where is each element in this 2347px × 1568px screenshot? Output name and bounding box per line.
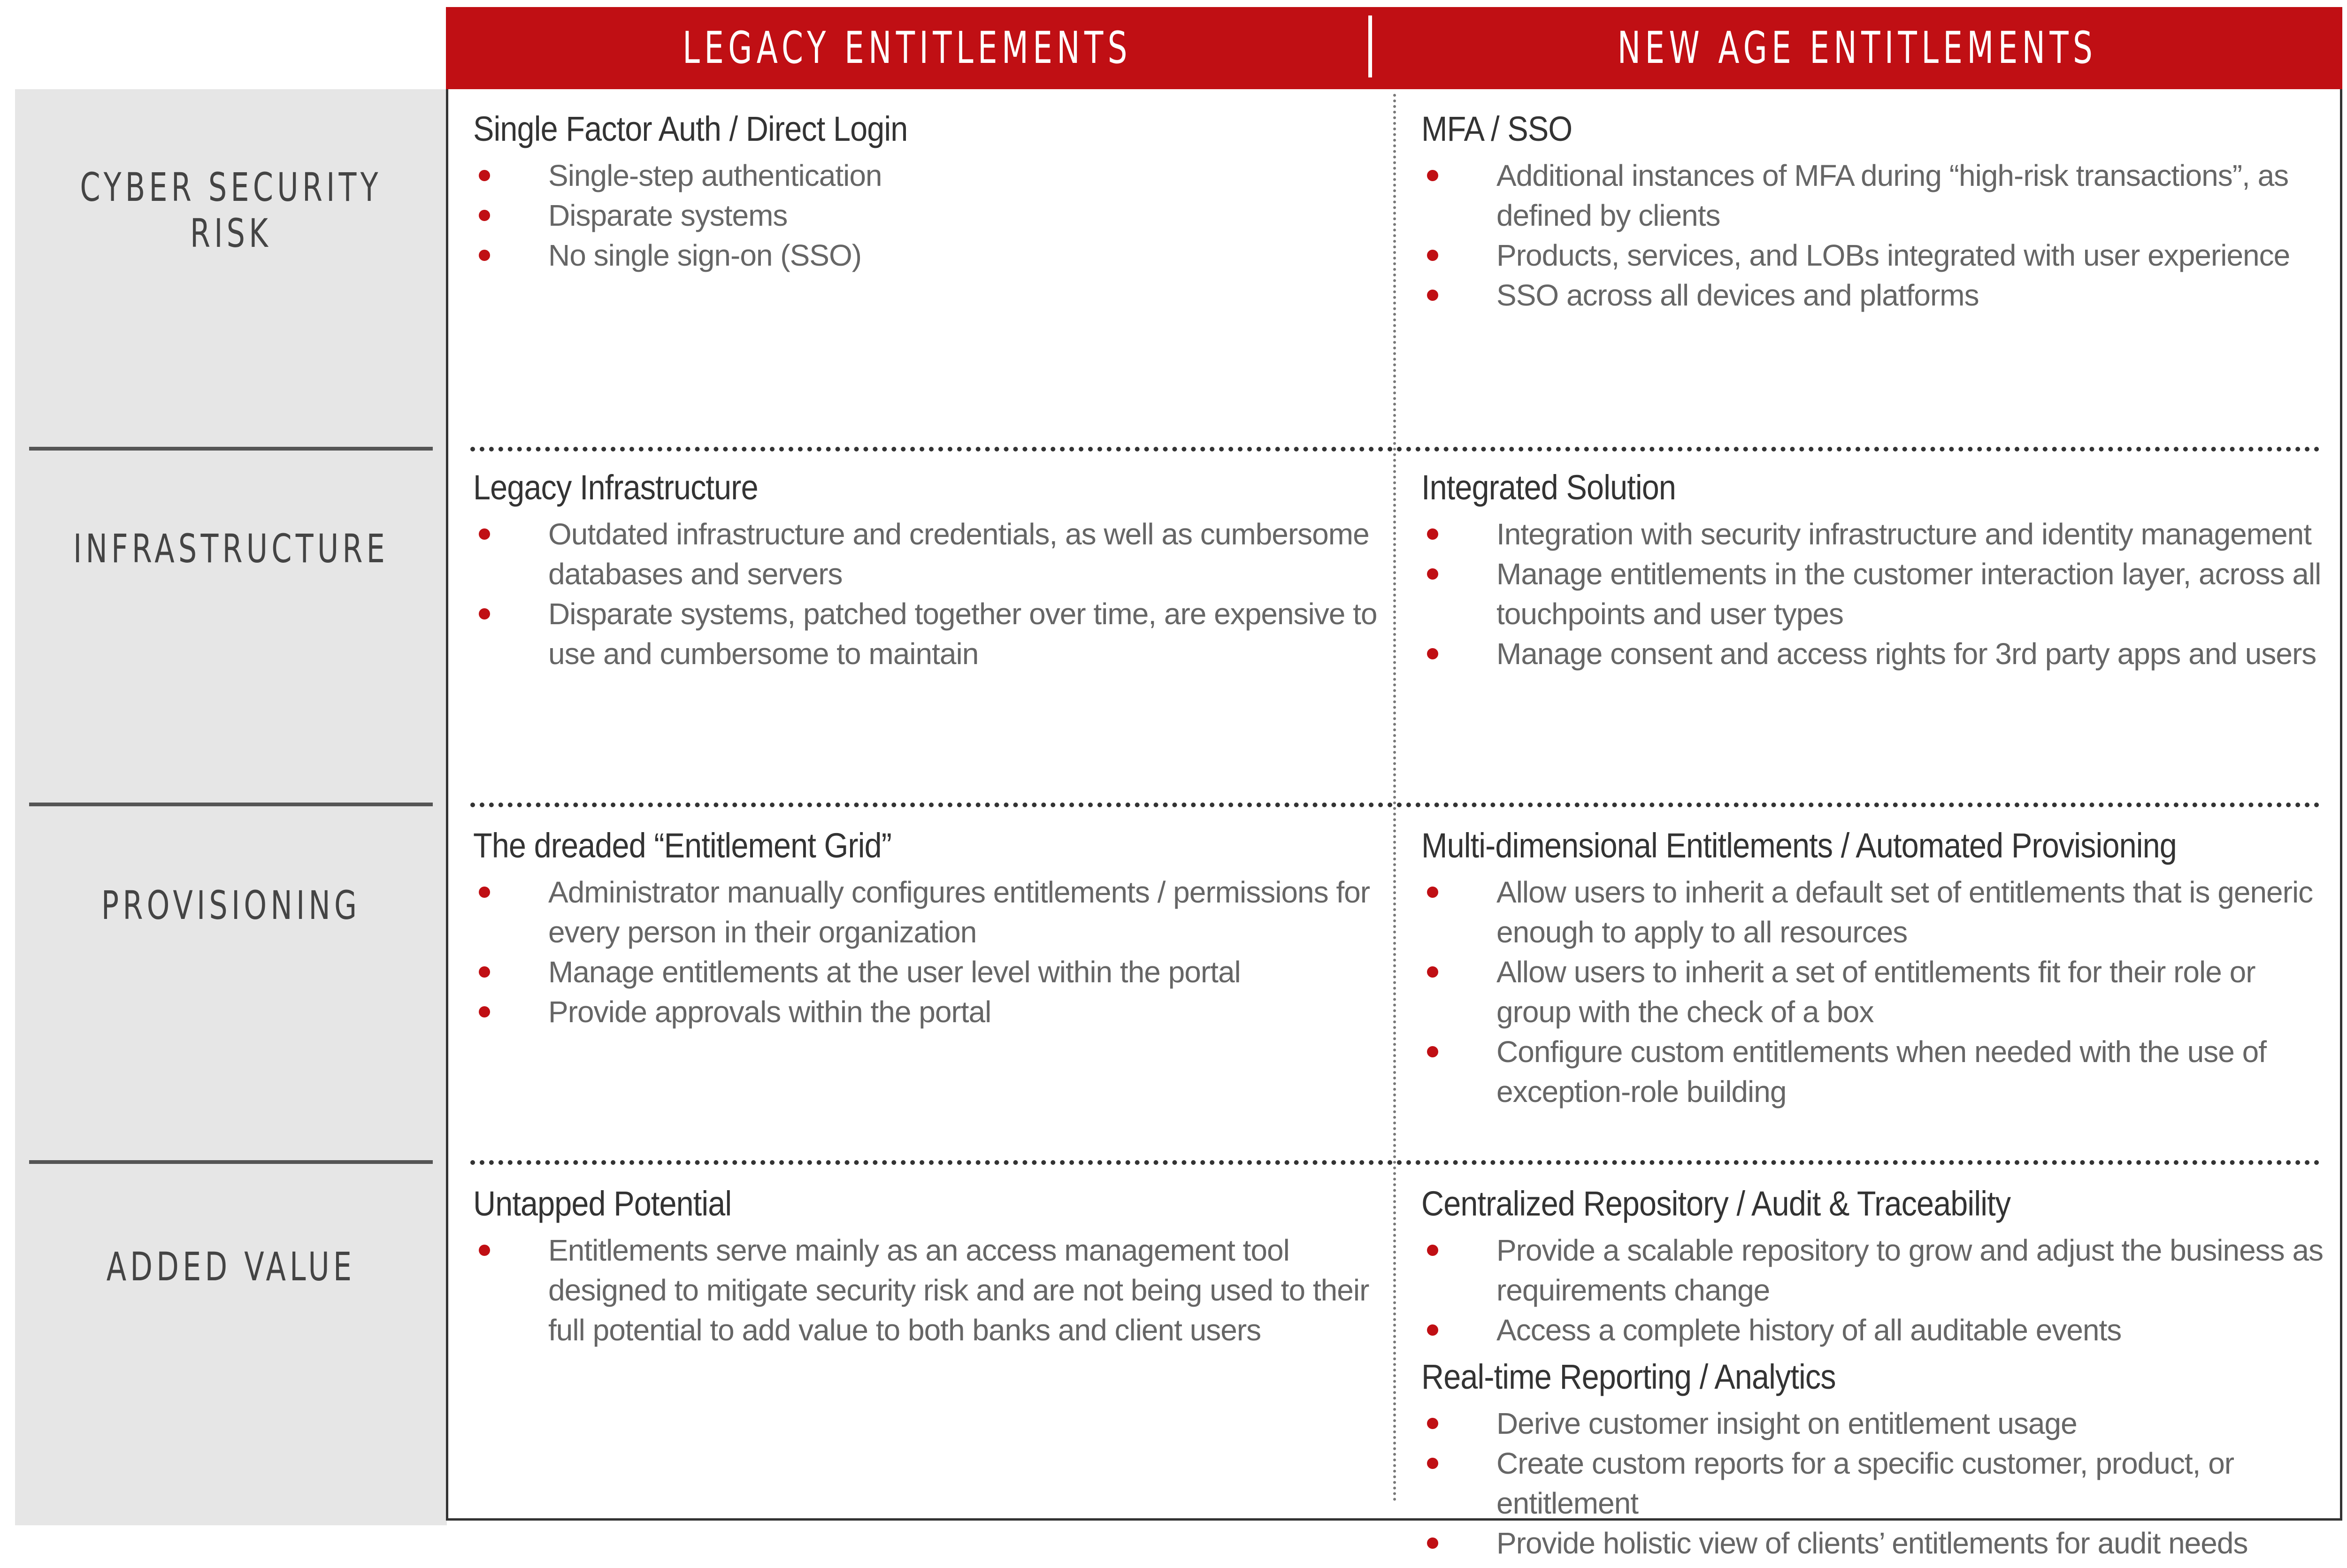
cell-added-value-legacy [473, 1182, 1379, 1355]
bullet-dot-icon [1427, 250, 1438, 261]
bullet-list [1421, 1231, 2327, 1350]
cell-infrastructure-legacy [473, 466, 1379, 679]
bullet-text: Provide holistic view of clients’ entitlements for audit needs [1496, 1526, 2248, 1560]
bullet-text: Configure custom entitlements when needed with the use of exception-role building [1496, 1035, 2266, 1109]
bullet-item [1421, 1310, 2327, 1350]
section-heading: Untapped Potential [473, 1184, 732, 1223]
row-separator [29, 803, 433, 806]
bullet-dot-icon [479, 210, 490, 221]
bullet-item [473, 872, 1379, 952]
bullet-dot-icon [479, 608, 490, 620]
bullet-list [1421, 156, 2327, 315]
bullet-item [473, 594, 1379, 674]
cell-cyber-security-legacy [473, 107, 1379, 280]
bullet-item [473, 236, 1379, 275]
section-heading: MFA / SSO [1421, 109, 1572, 148]
bullet-text: Allow users to inherit a default set of entitlements that is generic enough to apply to all resources [1496, 875, 2313, 949]
bullet-text: Manage consent and access rights for 3rd party apps and users [1496, 637, 2316, 671]
bullet-text: Provide approvals within the portal [548, 995, 991, 1029]
bullet-item [1421, 872, 2327, 952]
bullet-dot-icon [1427, 290, 1438, 301]
section-heading: Integrated Solution [1421, 468, 1676, 507]
bullet-item [1421, 1404, 2327, 1444]
cell-provisioning-legacy [473, 824, 1379, 1037]
bullet-item [1421, 634, 2327, 674]
bullet-text: Access a complete history of all auditable events [1496, 1313, 2122, 1347]
bullet-item [473, 992, 1379, 1032]
row-dotted-separator [470, 803, 2320, 807]
section-heading: Single Factor Auth / Direct Login [473, 109, 908, 148]
bullet-dot-icon [1427, 966, 1438, 978]
bullet-dot-icon [479, 1006, 490, 1017]
row-dotted-separator [470, 1160, 2320, 1165]
header-divider [1368, 15, 1372, 77]
row-label-infrastructure: INFRASTRUCTURE [73, 526, 389, 572]
bullet-text: Additional instances of MFA during “high-risk transactions”, as defined by clients [1496, 159, 2289, 232]
bullet-list [473, 514, 1379, 674]
legacy-entitlements-title: LEGACY ENTITLEMENTS [683, 23, 1132, 74]
bullet-item [1421, 1523, 2327, 1563]
bullet-dot-icon [1427, 1324, 1438, 1336]
bullet-item [1421, 236, 2327, 275]
bullet-list [473, 156, 1379, 275]
cell-provisioning-new [1421, 824, 2327, 1117]
bullet-dot-icon [1427, 528, 1438, 540]
bullet-list [1421, 872, 2327, 1112]
bullet-item [1421, 952, 2327, 1032]
bullet-text: Products, services, and LOBs integrated with user experience [1496, 238, 2290, 272]
bullet-text: Create custom reports for a specific customer, product, or entitlement [1496, 1446, 2234, 1520]
row-separator [29, 1160, 433, 1164]
cell-added-value-new [1421, 1182, 2327, 1568]
bullet-dot-icon [1427, 1458, 1438, 1469]
column-divider [1393, 94, 1396, 1502]
section-heading: Multi-dimensional Entitlements / Automated Provisioning [1421, 826, 2177, 865]
bullet-dot-icon [479, 966, 490, 978]
bullet-item [1421, 1032, 2327, 1112]
bullet-text: Integration with security infrastructure and identity management [1496, 517, 2312, 551]
bullet-text: Allow users to inherit a set of entitlements fit for their role or group with the check of a box [1496, 955, 2255, 1029]
bullet-text: Disparate systems [548, 199, 788, 232]
bullet-dot-icon [1427, 1418, 1438, 1429]
row-dotted-separator [470, 447, 2320, 451]
bullet-item [1421, 156, 2327, 236]
bullet-text: Entitlements serve mainly as an access management tool designed to mitigate security risk and are not being used to their full potential to add value to both banks and client users [548, 1233, 1369, 1347]
row-label-added-value: ADDED VALUE [106, 1244, 356, 1290]
bullet-item [473, 514, 1379, 594]
bullet-text: SSO across all devices and platforms [1496, 278, 1979, 312]
row-label-sidebar [15, 89, 447, 1525]
bullet-dot-icon [1427, 568, 1438, 580]
bullet-text: Manage entitlements in the customer interaction layer, across all touchpoints and user types [1496, 557, 2321, 631]
cell-infrastructure-new [1421, 466, 2327, 679]
bullet-dot-icon [1427, 1245, 1438, 1256]
bullet-text: No single sign-on (SSO) [548, 238, 862, 272]
section-heading: The dreaded “Entitlement Grid” [473, 826, 892, 865]
section-heading: Real-time Reporting / Analytics [1421, 1357, 1836, 1396]
bullet-dot-icon [479, 170, 490, 181]
bullet-dot-icon [1427, 170, 1438, 181]
bullet-text: Provide a scalable repository to grow and adjust the business as requirements change [1496, 1233, 2324, 1307]
bullet-text: Administrator manually configures entitlements / permissions for every person in their organization [548, 875, 1370, 949]
bullet-list [1421, 514, 2327, 674]
bullet-text: Disparate systems, patched together over time, are expensive to use and cumbersome to maintain [548, 597, 1377, 671]
bullet-dot-icon [1427, 648, 1438, 659]
bullet-dot-icon [1427, 1046, 1438, 1057]
row-separator [29, 447, 433, 451]
new-age-entitlements-title: NEW AGE ENTITLEMENTS [1617, 23, 2097, 74]
bullet-item [473, 952, 1379, 992]
bullet-text: Derive customer insight on entitlement usage [1496, 1407, 2077, 1440]
row-label-provisioning: PROVISIONING [101, 882, 361, 928]
bullet-dot-icon [1427, 887, 1438, 898]
bullet-dot-icon [479, 1245, 490, 1256]
bullet-item [473, 156, 1379, 196]
bullet-item [1421, 1231, 2327, 1310]
bullet-list [473, 1231, 1379, 1350]
cell-cyber-security-new [1421, 107, 2327, 320]
bullet-item [473, 196, 1379, 236]
bullet-dot-icon [479, 528, 490, 540]
bullet-list [473, 872, 1379, 1032]
bullet-item [1421, 514, 2327, 554]
bullet-item [1421, 275, 2327, 315]
bullet-item [1421, 1444, 2327, 1523]
bullet-item [1421, 554, 2327, 634]
bullet-dot-icon [479, 250, 490, 261]
bullet-dot-icon [479, 887, 490, 898]
bullet-text: Outdated infrastructure and credentials, as well as cumbersome databases and servers [548, 517, 1369, 591]
bullet-list [1421, 1404, 2327, 1563]
section-heading: Legacy Infrastructure [473, 468, 758, 507]
bullet-item [473, 1231, 1379, 1350]
header-bar [446, 7, 2342, 89]
bullet-text: Single-step authentication [548, 159, 882, 192]
bullet-text: Manage entitlements at the user level within the portal [548, 955, 1241, 989]
row-label-cyber-security-risk: CYBER SECURITY RISK [80, 164, 382, 256]
bullet-dot-icon [1427, 1537, 1438, 1549]
section-heading: Centralized Repository / Audit & Traceability [1421, 1184, 2011, 1223]
